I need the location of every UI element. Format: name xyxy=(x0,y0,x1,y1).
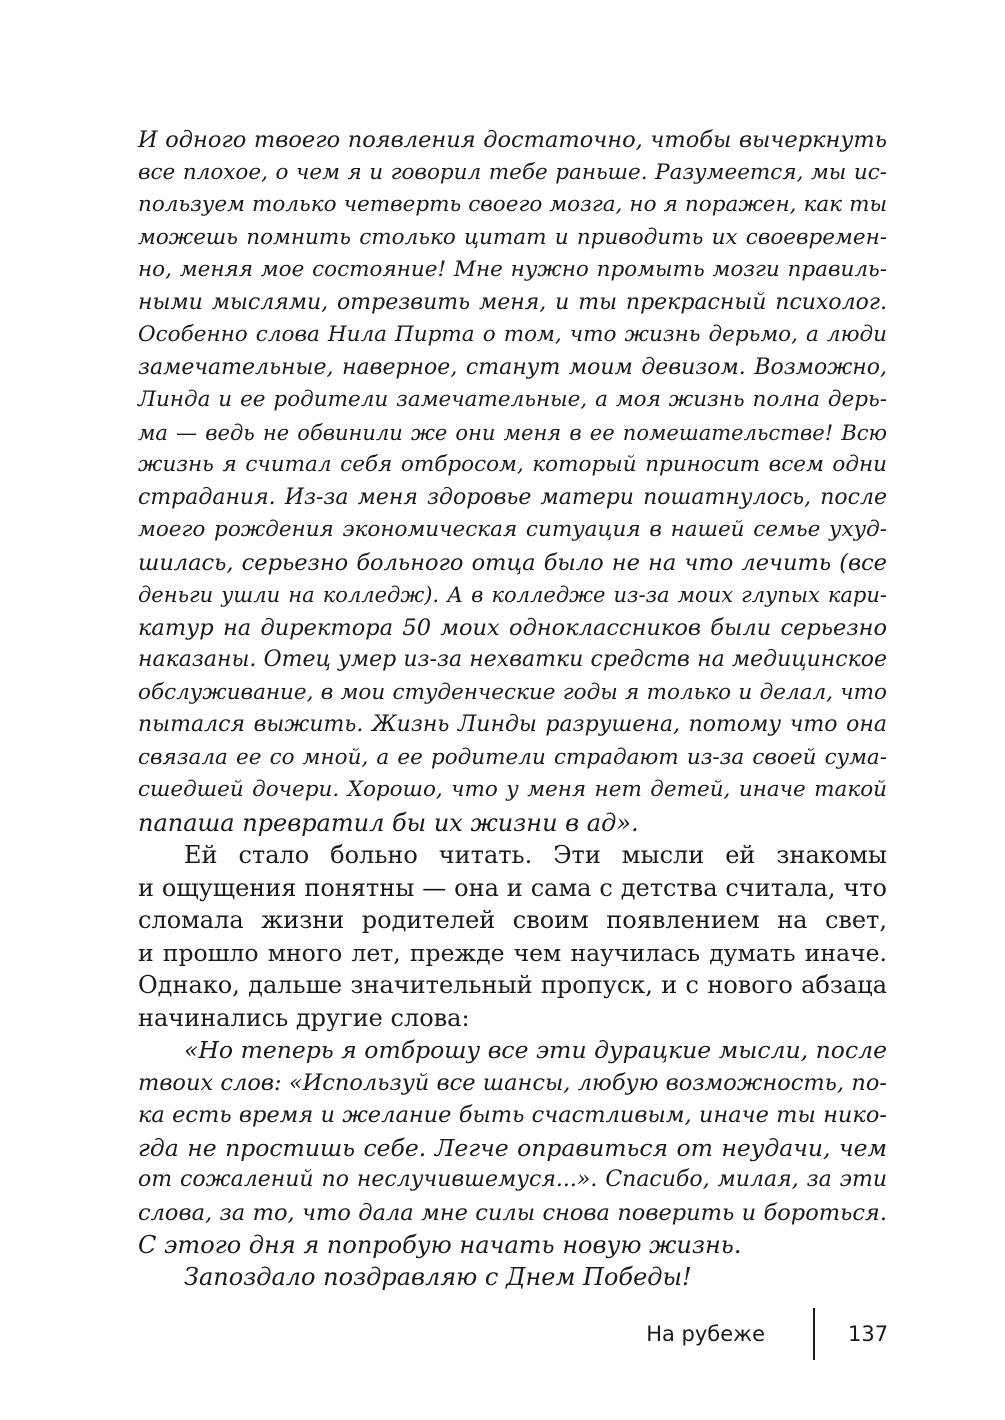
text-line: связала ее со мной, а ее родители страдают из-за своей сума- xyxy=(138,744,887,770)
paragraph-4 xyxy=(138,1261,887,1294)
footer-divider xyxy=(813,1308,815,1360)
page-footer xyxy=(0,1308,1005,1360)
text-line: пользуем только четверть своего мозга, но я поражен, как ты xyxy=(138,192,887,217)
text-line: начинались другие слова: xyxy=(138,1003,470,1032)
text-line: Запоздало поздравляю с Днем Победы! xyxy=(184,1263,692,1291)
page-number: 137 xyxy=(848,1322,889,1346)
text-line: И одного твоего появления достаточно, чтобы вычеркнуть xyxy=(138,127,887,153)
text-line: Линда и ее родители замечательные, а моя жизнь полна дерь- xyxy=(138,387,887,412)
paragraph-1 xyxy=(138,124,887,839)
text-line: твоих слов: «Используй все шансы, любую возможность, по- xyxy=(138,1069,887,1096)
text-line: «Но теперь я отброшу все эти дурацкие мысли, после xyxy=(184,1036,887,1064)
text-line: замечательные, наверное, станут моим девизом. Возможно, xyxy=(138,354,887,380)
text-line: наказаны. Отец умер из-за нехватки средств на медицинское xyxy=(138,647,887,672)
text-line: шилась, серьезно больного отца было не на что лечить (все xyxy=(138,549,887,576)
text-line: моего рождения экономическая ситуация в нашей семье ухуд- xyxy=(138,517,887,542)
text-line: слова, за то, что дала мне силы снова поверить и бороться. xyxy=(138,1199,887,1226)
running-title: На рубеже xyxy=(646,1322,765,1346)
text-line: и ощущения понятны — она и сама с детства считала, что xyxy=(138,873,887,902)
text-line: пытался выжить. Жизнь Линды разрушена, потому что она xyxy=(138,712,887,737)
text-line: С этого дня я попробую начать новую жизнь. xyxy=(138,1231,742,1259)
text-line: страдания. Из-за меня здоровье матери пошатнулось, после xyxy=(138,484,887,510)
text-line: катур на директора 50 моих одноклассников были серьезно xyxy=(138,614,887,641)
text-line: от сожалений по неслучившемуся...». Спасибо, милая, за эти xyxy=(138,1167,887,1192)
text-line: жизнь я считал себя отбросом, который приносит всем одни xyxy=(138,452,887,477)
text-line: папаша превратил бы их жизни в ад». xyxy=(138,808,639,837)
text-line: ка есть время и желание быть счастливым, иначе ты нико- xyxy=(138,1102,887,1128)
text-line: Ей стало больно читать. Эти мысли ей знакомы xyxy=(184,841,887,869)
text-line: ма — ведь не обвинили же они меня в ее помешательстве! Всю xyxy=(138,420,887,445)
text-line: гда не простишь себе. Легче оправиться от неудачи, чем xyxy=(138,1133,887,1162)
text-line: обслуживание, в мои студенческие годы я только и делал, что xyxy=(138,679,887,705)
text-line: Однако, дальше значительный пропуск, и с нового абзаца xyxy=(138,971,887,999)
text-line: все плохое, о чем я и говорил тебе раньше. Разумеется, мы ис- xyxy=(138,159,887,185)
text-line: но, меняя мое состояние! Мне нужно промыть мозги правиль- xyxy=(138,257,887,282)
text-line: сшедшей дочери. Хорошо, что у меня нет детей, иначе такой xyxy=(138,777,887,802)
paragraph-3 xyxy=(138,1034,887,1262)
text-line: и прошло много лет, прежде чем научилась думать иначе. xyxy=(138,938,887,967)
text-line: Особенно слова Нила Пирта о том, что жизнь дерьмо, а люди xyxy=(138,322,887,347)
paragraph-2 xyxy=(138,839,887,1034)
text-line: ными мыслями, отрезвить меня, и ты прекрасный психолог. xyxy=(138,289,887,315)
text-line: можешь помнить столько цитат и приводить их своевремен- xyxy=(138,224,887,250)
text-line: сломала жизни родителей своим появлением на свет, xyxy=(138,906,887,934)
text-line: деньги ушли на колледж). А в колледже из-за моих глупых кари- xyxy=(138,583,887,607)
